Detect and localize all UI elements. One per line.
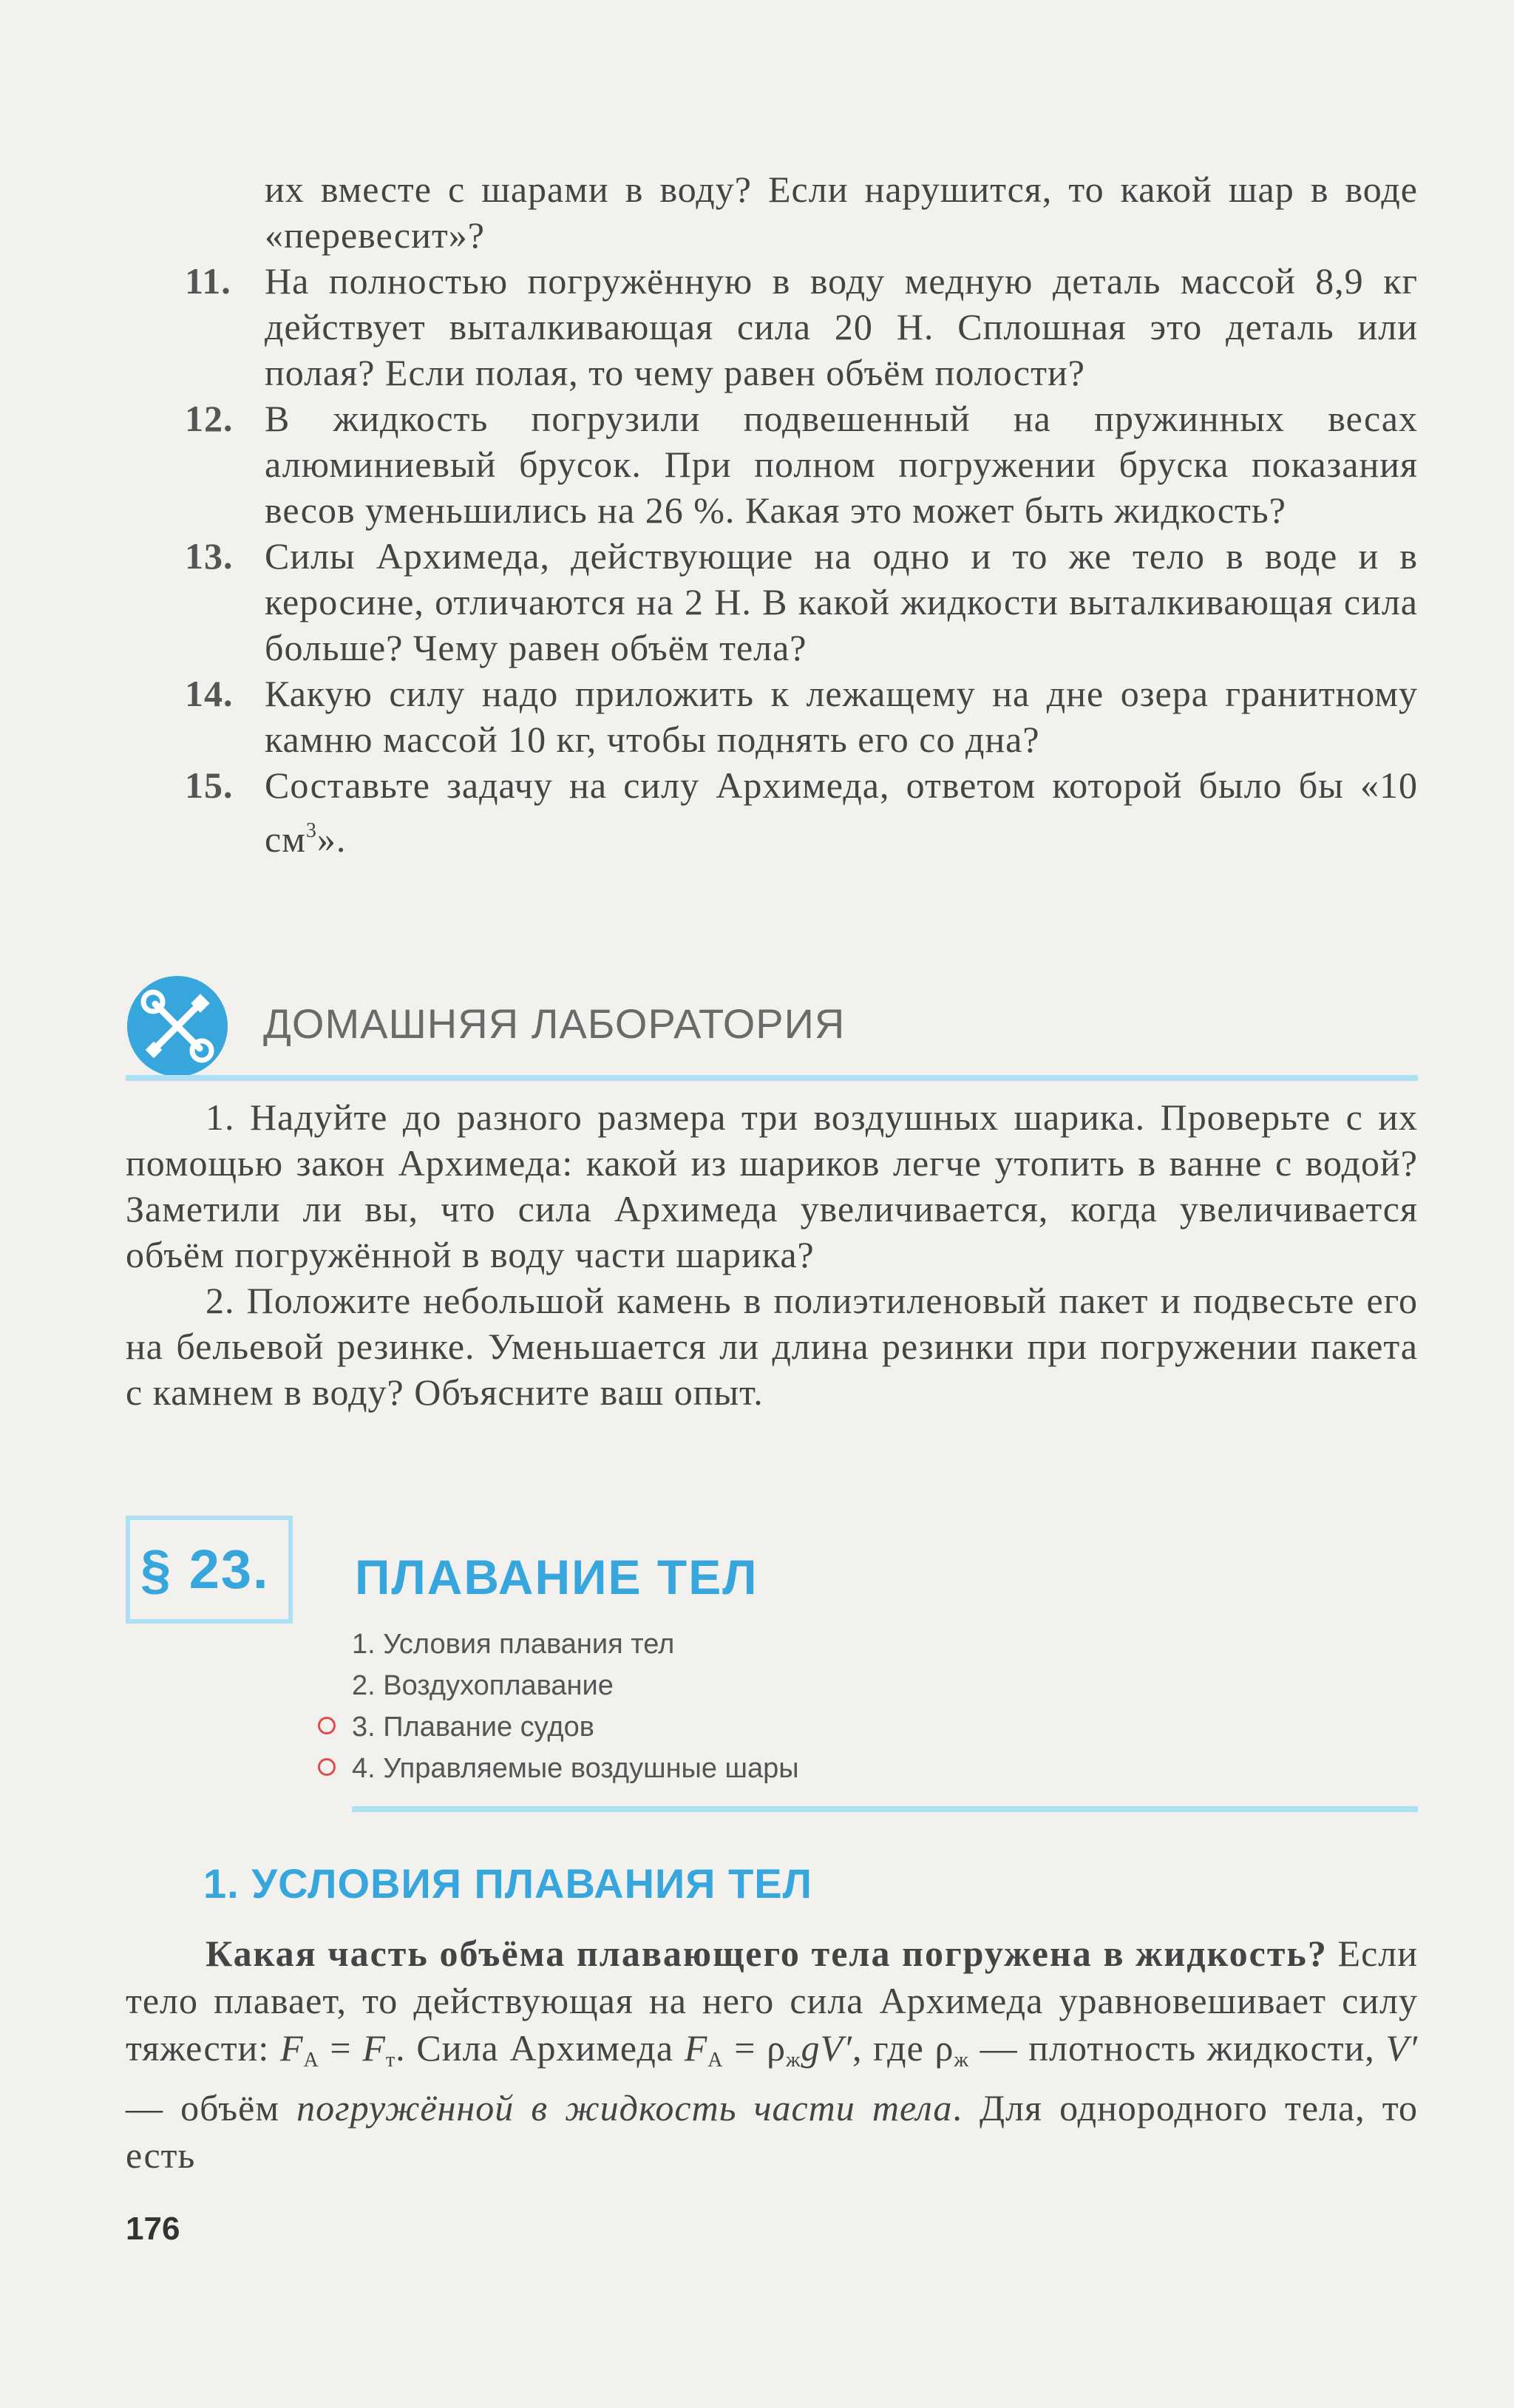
body-text: . Для однородного тела, то есть	[126, 2087, 1418, 2176]
symbol: F	[279, 2027, 304, 2069]
circle-marker-icon	[318, 1758, 336, 1776]
body-text: . Сила Архимеда	[396, 2027, 685, 2069]
divider	[352, 1806, 1418, 1812]
toc-item-label: 3. Плавание судов	[352, 1712, 594, 1743]
toc-item	[310, 1706, 799, 1748]
problem-10-continuation: их вместе с шарами в воду? Если нарушится, то какой шар в воде «перевесит»?	[265, 169, 1418, 256]
paragraph-contents	[310, 1624, 799, 1789]
divider	[126, 1075, 1418, 1081]
problem-15	[185, 762, 1418, 862]
symbol: V′	[1385, 2027, 1419, 2069]
subscript: А	[303, 2049, 319, 2072]
problem-text: В жидкость погрузили подвешенный на пружинных весах алюминиевый брусок. При полном погружении бруска показания весов уменьшились на 26 %. Какая это может быть жидкость?	[265, 398, 1418, 531]
lab-task-2: 2. Положите небольшой камень в полиэтиленовый пакет и подвесьте его на бельевой резинке. Уменьшается ли длина резинки при погружении пакета с камнем в воду? Объясните ваш опыт.	[126, 1280, 1418, 1413]
problem-number: 15.	[185, 764, 234, 806]
symbol: =	[723, 2027, 767, 2069]
symbol: F	[362, 2027, 386, 2069]
wrench-screwdriver-icon	[126, 974, 229, 1078]
section-heading: 1. УСЛОВИЯ ПЛАВАНИЯ ТЕЛ	[203, 1860, 812, 1907]
toc-item	[310, 1624, 799, 1665]
toc-item-label: 2. Воздухоплавание	[352, 1670, 614, 1701]
superscript: 3	[305, 819, 317, 842]
body-text: , где	[852, 2027, 935, 2069]
problem-text: На полностью погружённую в воду медную деталь массой 8,9 кг действует выталкивающая сила 20 Н. Сплошная это деталь или полая? Если полая, то чему равен объём полости?	[265, 260, 1418, 393]
problem-number: 12.	[185, 398, 234, 439]
problem-text: Какую силу надо приложить к лежащему на дне озера гранитному камню массой 10 кг, чтобы поднять его со дна?	[265, 673, 1418, 760]
lab-task-1: 1. Надуйте до разного размера три воздушных шарика. Проверьте с их помощью закон Архимеда: какой из шариков легче утопить в ванне с водой? Заметили ли вы, что сила Архимеда увеличивается, когда увеличивается объём погружённой в воду части шарика?	[126, 1096, 1418, 1275]
home-lab-header	[126, 974, 1418, 1078]
home-lab-tasks	[126, 1094, 1418, 1415]
symbol: F	[684, 2027, 708, 2069]
paragraph-number-box	[126, 1516, 293, 1624]
body-text: Если тело плавает, то действующая на него сила Архимеда уравновешивает силу тяжести:	[126, 1933, 1418, 2069]
subscript: А	[707, 2049, 724, 2072]
emphasis: погружённой в жидкость части тела	[296, 2087, 953, 2129]
circle-marker-icon	[318, 1717, 336, 1734]
problems-block	[185, 166, 1418, 862]
paragraph-title: ПЛАВАНИЕ ТЕЛ	[355, 1550, 758, 1604]
problem-13	[185, 533, 1418, 671]
toc-item	[310, 1748, 799, 1789]
page-number: 176	[126, 2211, 180, 2247]
paragraph-number: § 23.	[140, 1539, 270, 1600]
toc-item-label: 1. Условия плавания тел	[352, 1629, 675, 1660]
problem-text	[265, 762, 1418, 862]
subscript: ж	[954, 2049, 969, 2072]
toc-item-label: 4. Управляемые воздушные шары	[352, 1753, 799, 1784]
body-text: — объём	[126, 2087, 297, 2129]
problem-number: 14.	[185, 673, 234, 714]
subscript: т	[385, 2049, 396, 2072]
problem-11	[185, 258, 1418, 396]
problem-12	[185, 396, 1418, 533]
lead-question: Какая часть объёма плавающего тела погружена в жидкость?	[206, 1933, 1328, 1974]
section-body	[126, 1930, 1418, 2179]
subscript: ж	[786, 2049, 801, 2072]
problem-text: Силы Архимеда, действующие на одно и то же тело в воде и в керосине, отличаются на 2 Н. В какой жидкости выталкивающая сила больше? Чему равен объём тела?	[265, 535, 1418, 668]
toc-item	[310, 1665, 799, 1706]
symbol: ρ	[934, 2027, 954, 2069]
body-text: — плотность жидкости,	[968, 2027, 1386, 2069]
problem-14	[185, 671, 1418, 762]
symbol: gV′	[801, 2027, 852, 2069]
problem-text-start: Составьте задачу на силу Архимеда, ответом которой было бы «10 см	[265, 764, 1418, 860]
problem-number: 13.	[185, 535, 234, 577]
home-lab-title: ДОМАШНЯЯ ЛАБОРАТОРИЯ	[263, 1000, 846, 1047]
problem-number: 11.	[185, 260, 231, 302]
problem-text-end: ».	[316, 818, 347, 860]
symbol: =	[319, 2027, 363, 2069]
symbol: ρ	[767, 2027, 787, 2069]
